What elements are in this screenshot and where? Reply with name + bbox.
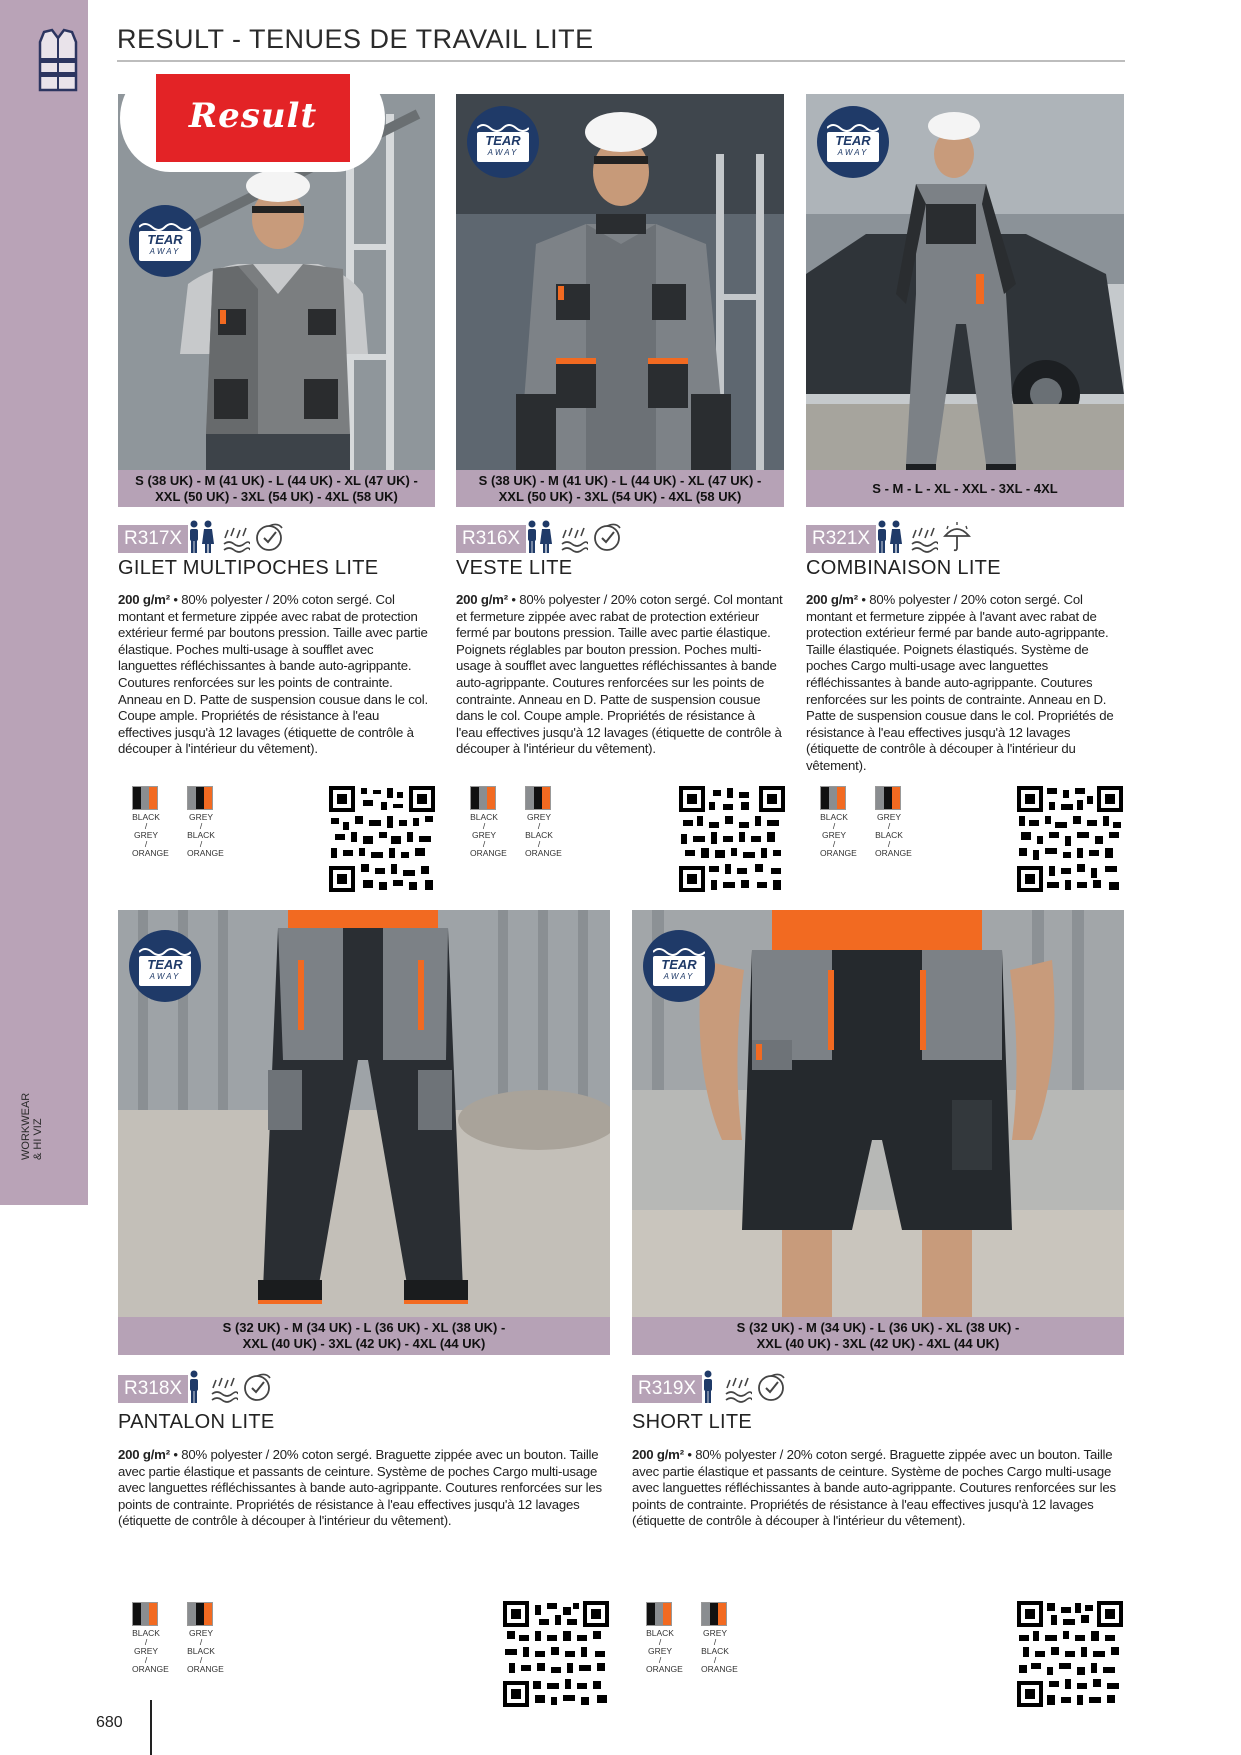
tear-label: TEAR: [661, 957, 697, 972]
qr-code-r321x[interactable]: [1017, 786, 1123, 892]
qr-code-r316x[interactable]: [679, 786, 785, 892]
product-weight: 200 g/m²: [632, 1447, 684, 1462]
swatch-label: BLACK / GREY / ORANGE: [820, 812, 857, 858]
swatch-bars: [132, 786, 158, 810]
care-icons-r319x: [700, 1370, 800, 1404]
color-swatch-grey-black-orange[interactable]: [875, 786, 911, 858]
away-label: AWAY: [837, 148, 869, 157]
page-title: RESULT - TENUES DE TRAVAIL LITE: [117, 24, 594, 54]
product-description-r321x: [806, 592, 1124, 775]
color-swatch-black-grey-orange[interactable]: [132, 1602, 168, 1674]
care-icons-r321x: [874, 520, 974, 554]
color-swatch-black-grey-orange[interactable]: [820, 786, 856, 858]
care-icons-r316x: [524, 520, 624, 554]
color-swatch-grey-black-orange[interactable]: [187, 786, 223, 858]
swatch-label: GREY / BLACK / ORANGE: [701, 1628, 738, 1674]
product-weight: 200 g/m²: [118, 1447, 170, 1462]
sizes-line1: S (32 UK) - M (34 UK) - L (36 UK) - XL (38 UK) -: [736, 1320, 1020, 1335]
swatch-label: GREY / BLACK / ORANGE: [875, 812, 912, 858]
product-name-r317x: GILET MULTIPOCHES LITE: [118, 557, 379, 579]
product-description-text: • 80% polyester / 20% coton sergé. Braguette zippée avec un bouton. Taille avec partie élastique et passants de ceinture. Système de poches Cargo multi-usage avec languettes réfléchissantes à bande auto-agrippante. Coutures renforcées sur les points de contrainte. Propriétés de résistance à l'eau effectives jusqu'à 12 lavages (étiquette de contrôle à découper à l'intérieur du vêtement).: [118, 1447, 602, 1529]
tear-away-label: [653, 956, 705, 986]
color-swatch-black-grey-orange[interactable]: [646, 1602, 682, 1674]
eco-icon: [592, 520, 622, 554]
tear-away-badge: [129, 205, 201, 277]
qr-code-r319x[interactable]: [1017, 1601, 1123, 1707]
care-icons-r318x: [186, 1370, 286, 1404]
swatch-bars: [525, 786, 551, 810]
size-bar-r321x: [806, 470, 1124, 507]
vest-icon: [36, 28, 80, 94]
side-label: [20, 1080, 44, 1160]
swatch-label: GREY / BLACK / ORANGE: [187, 812, 224, 858]
swatch-bars: [132, 1602, 158, 1626]
wave-icon: [477, 120, 529, 132]
product-name-r319x: SHORT LITE: [632, 1411, 753, 1433]
swatch-bars: [646, 1602, 672, 1626]
sizes-line1: S (38 UK) - M (41 UK) - L (44 UK) - XL (47 UK) -: [478, 472, 762, 488]
side-label-line1: WORKWEAR: [20, 1092, 32, 1160]
umbrella-icon: [942, 520, 972, 554]
product-code-r316x: R316X: [456, 525, 526, 553]
swatch-bars: [875, 786, 901, 810]
away-label: AWAY: [487, 148, 519, 157]
eco-icon: [254, 520, 284, 554]
tear-away-badge: [817, 106, 889, 178]
size-bar-r319x: [632, 1317, 1124, 1355]
wave-icon: [653, 944, 705, 956]
product-code-r317x: R317X: [118, 525, 188, 553]
sizes-line1: S - M - L - XL - XXL - 3XL - 4XL: [872, 480, 1058, 496]
wave-icon: [139, 219, 191, 231]
product-description-text: • 80% polyester / 20% coton sergé. Col montant et fermeture zippée avec rabat de protection extérieur fermé par boutons pression. Taille avec partie élastique. Poignets réglables par bouton pression. Poches multi-usage à soufflet avec languettes réfléchissantes à bande auto-agrippante. Coutures renforcées sur les points de contrainte. Anneau en D. Patte de suspension cousue dans le col. Coupe ample. Propriétés de résistance à l'eau effectives jusqu'à 12 lavages (étiquette de contrôle à découper à l'intérieur du vêtement).: [456, 592, 783, 757]
side-label-line2: & HI VIZ: [32, 1118, 44, 1160]
swatch-bars: [187, 786, 213, 810]
tear-away-badge: [643, 930, 715, 1002]
product-name-r318x: PANTALON LITE: [118, 1411, 275, 1433]
size-bar-r317x: [118, 470, 435, 507]
product-description-r316x: [456, 592, 784, 758]
color-swatch-grey-black-orange[interactable]: [187, 1602, 223, 1674]
away-label: AWAY: [663, 972, 695, 981]
care-icons-r317x: [186, 520, 286, 554]
wash-icon: [222, 520, 250, 554]
title-divider: [117, 60, 1125, 62]
product-code-r321x: R321X: [806, 525, 876, 553]
tear-away-label: [477, 132, 529, 162]
product-description-r318x: [118, 1447, 610, 1530]
swatch-bars: [187, 1602, 213, 1626]
tear-away-badge: [467, 106, 539, 178]
tear-away-label: [139, 231, 191, 261]
man-woman-icon: [524, 520, 554, 554]
eco-icon: [756, 1370, 786, 1404]
sizes-line2: XXL (50 UK) - 3XL (54 UK) - 4XL (58 UK): [498, 488, 742, 504]
product-weight: 200 g/m²: [118, 592, 170, 607]
wave-icon: [139, 944, 191, 956]
wave-icon: [827, 120, 879, 132]
tear-label: TEAR: [485, 133, 521, 148]
product-weight: 200 g/m²: [456, 592, 508, 607]
sizes-line1: S (38 UK) - M (41 UK) - L (44 UK) - XL (47 UK) -: [135, 472, 418, 488]
product-code-r319x: R319X: [632, 1375, 702, 1403]
wash-icon: [724, 1370, 752, 1404]
color-swatch-black-grey-orange[interactable]: [470, 786, 506, 858]
qr-code-r318x[interactable]: [503, 1601, 609, 1707]
wash-icon: [210, 1370, 238, 1404]
man-woman-icon: [874, 520, 904, 554]
swatch-label: GREY / BLACK / ORANGE: [187, 1628, 224, 1674]
sizes-line1: S (32 UK) - M (34 UK) - L (36 UK) - XL (38 UK) -: [222, 1320, 506, 1335]
swatch-label: BLACK / GREY / ORANGE: [132, 812, 169, 858]
sizes-line2: XXL (40 UK) - 3XL (42 UK) - 4XL (44 UK): [242, 1336, 486, 1351]
man-icon: [700, 1370, 716, 1404]
away-label: AWAY: [149, 972, 181, 981]
product-code-r318x: R318X: [118, 1375, 188, 1403]
swatch-label: GREY / BLACK / ORANGE: [525, 812, 562, 858]
color-swatch-grey-black-orange[interactable]: [525, 786, 561, 858]
color-swatch-black-grey-orange[interactable]: [132, 786, 168, 858]
tear-away-label: [139, 956, 191, 986]
tear-label: TEAR: [147, 957, 183, 972]
wash-icon: [560, 520, 588, 554]
away-label: AWAY: [149, 247, 181, 256]
tear-away-badge: [129, 930, 201, 1002]
product-name-r321x: COMBINAISON LITE: [806, 557, 1001, 579]
size-bar-r318x: [118, 1317, 610, 1355]
product-description-text: • 80% polyester / 20% coton sergé. Braguette zippée avec un bouton. Taille avec partie élastique et passants de ceinture. Système de poches Cargo multi-usage avec languettes réfléchissantes à bande auto-agrippante. Coutures renforcées sur les points de contrainte. Propriétés de résistance à l'eau effectives jusqu'à 12 lavages (étiquette de contrôle à découper à l'intérieur du vêtement).: [632, 1447, 1116, 1529]
swatch-bars: [701, 1602, 727, 1626]
wash-icon: [910, 520, 938, 554]
product-name-r316x: VESTE LITE: [456, 557, 573, 579]
eco-icon: [242, 1370, 272, 1404]
product-description-text: • 80% polyester / 20% coton sergé. Col montant et fermeture zippée à l'avant avec rabat de protection extérieur fermé par bande auto-agrippante. Taille élastiquée. Poignets élastiqués. Système de poches Cargo multi-usage avec languettes réfléchissantes à bande auto-agrippante. Coutures renforcées sur les points de contrainte. Anneau en D. Patte de suspension cousue dans le col. Propriétés de résistance à l'eau effectives jusqu'à 12 lavages (étiquette de contrôle à découper à l'intérieur du vêtement).: [806, 592, 1114, 773]
man-icon: [186, 1370, 202, 1404]
size-bar-r316x: [456, 470, 784, 507]
tear-label: TEAR: [835, 133, 871, 148]
sizes-line2: XXL (40 UK) - 3XL (42 UK) - 4XL (44 UK): [756, 1336, 1000, 1351]
tear-label: TEAR: [147, 232, 183, 247]
sizes-line2: XXL (50 UK) - 3XL (54 UK) - 4XL (58 UK): [155, 488, 398, 504]
sidebar: [0, 0, 88, 1205]
brand-logo-red: [156, 74, 350, 162]
swatch-bars: [470, 786, 496, 810]
qr-code-r317x[interactable]: [329, 786, 435, 892]
product-weight: 200 g/m²: [806, 592, 858, 607]
brand-logo: [120, 64, 385, 172]
swatch-label: BLACK / GREY / ORANGE: [132, 1628, 169, 1674]
brand-logo-text: Result: [188, 96, 318, 136]
swatch-label: BLACK / GREY / ORANGE: [470, 812, 507, 858]
page-number: 680: [96, 1714, 123, 1731]
tear-away-label: [827, 132, 879, 162]
product-description-r319x: [632, 1447, 1124, 1530]
product-description-r317x: [118, 592, 435, 758]
footer-divider: [150, 1700, 152, 1755]
man-woman-icon: [186, 520, 216, 554]
color-swatch-grey-black-orange[interactable]: [701, 1602, 737, 1674]
swatch-label: BLACK / GREY / ORANGE: [646, 1628, 683, 1674]
swatch-bars: [820, 786, 846, 810]
product-description-text: • 80% polyester / 20% coton sergé. Col montant et fermeture zippée avec rabat de protection extérieur fermé par boutons pression. Taille avec partie élastique. Poches multi-usage à soufflet avec languettes réfléchissantes à bande auto-agrippante. Coutures renforcées sur les points de contrainte. Anneau en D. Patte de suspension cousue dans le col. Coupe ample. Propriétés de résistance à l'eau effectives jusqu'à 12 lavages (étiquette de contrôle à découper à l'intérieur du vêtement).: [118, 592, 428, 757]
